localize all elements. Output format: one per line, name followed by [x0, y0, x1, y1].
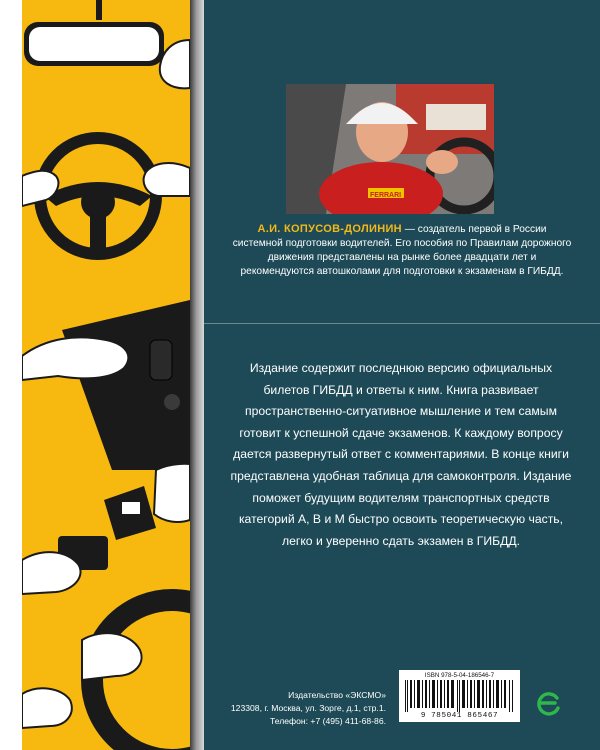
- author-dash: —: [401, 224, 418, 235]
- gear-lever-icon: [22, 300, 190, 470]
- steering-wheel-icon: [22, 138, 190, 254]
- book-description: Издание содержит последнюю версию официальных билетов ГИБДД и ответы к ним. Книга развивает пространственно-ситуативное мышление и тем самым готовит к успешной сдаче экзаменов. К каждому вопросу дается развернутый ответ с комментариями. В конце книги представлена удобная таблица для самоконтроля. Издание поможет будущим водителям транспортных средств категорий А, В и М быстро освоить теоретическую часть, легко и уверенно сдать экзамен в ГИБДД.: [230, 361, 572, 548]
- author-name: А.И. КОПУСОВ-ДОЛИНИН: [257, 223, 402, 235]
- barcode-digits: 9 785041 865467: [420, 712, 499, 720]
- divider: [204, 323, 600, 324]
- illustration-strip: [22, 0, 190, 750]
- seatbelt-buckle-icon: [22, 464, 190, 594]
- author-photo: [286, 84, 494, 214]
- publisher-phone: Телефон: +7 (495) 411-68-86.: [270, 716, 386, 726]
- spine-shadow: [190, 0, 204, 750]
- isbn-text: ISBN 978-5-04-186546-7: [424, 672, 495, 679]
- publisher-info: [226, 689, 386, 728]
- barcode-bars: [405, 680, 514, 712]
- isbn-barcode: [399, 670, 520, 722]
- shirt-logo-text: FERRARI: [370, 192, 402, 199]
- steering-wheel-icon: [22, 600, 190, 750]
- publisher-address: 123308, г. Москва, ул. Зорге, д.1, стр.1.: [230, 703, 386, 713]
- eksmo-logo-icon: [535, 689, 563, 717]
- rearview-mirror-icon: [24, 0, 190, 88]
- author-bio-text: создатель первой в России системной подготовки водителей. Его пособия по Правилам дорожного движения представлены на рынке более двадцати лет и рекомендуются автошколами для подготовки к экзаменам в ГИБДД.: [232, 224, 572, 277]
- author-bio: [232, 222, 572, 279]
- publisher-name: Издательство «ЭКСМО»: [288, 690, 386, 700]
